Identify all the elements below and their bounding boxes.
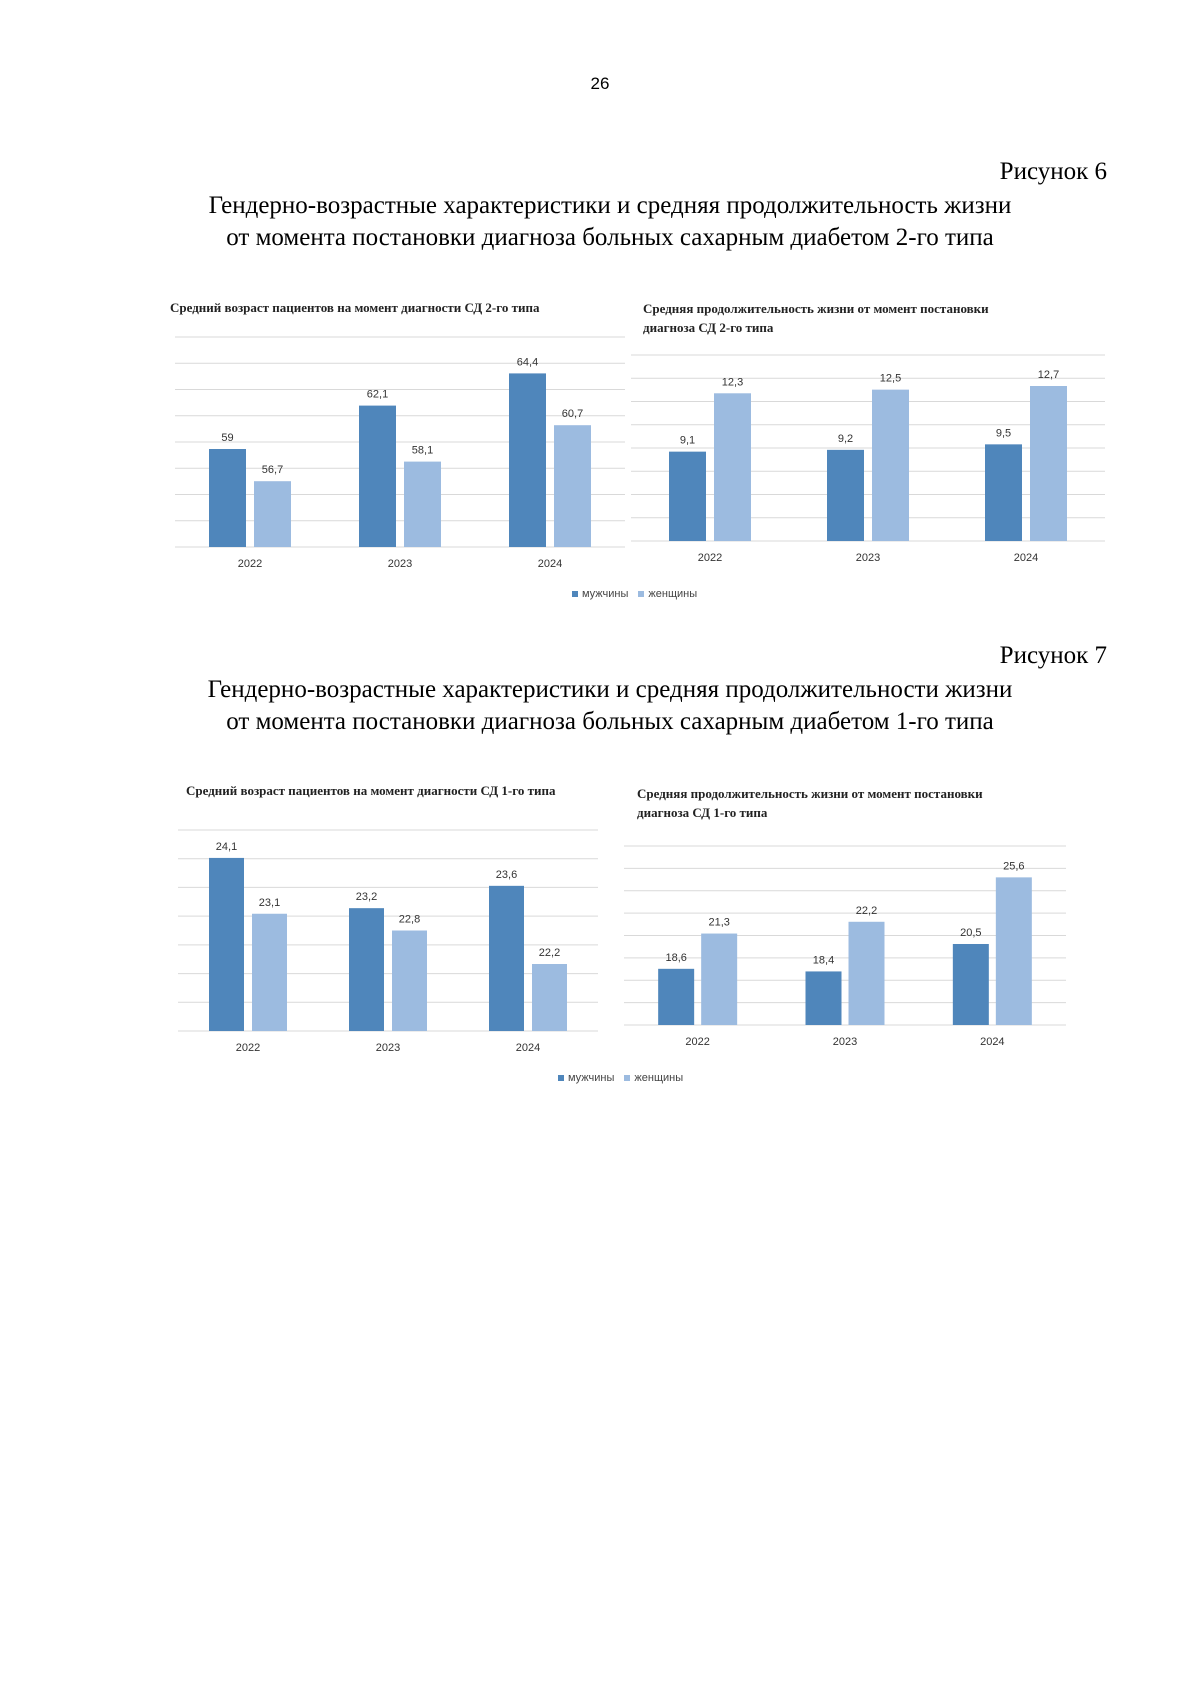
bar-men-2023 — [349, 908, 384, 1031]
data-label: 12,5 — [879, 372, 902, 385]
figure-6-legend — [572, 588, 697, 600]
x-tick-label: 2024 — [1013, 552, 1039, 564]
bar-men-2024 — [985, 444, 1022, 541]
data-label: 58,1 — [411, 444, 434, 457]
legend-label-women: женщины — [648, 588, 698, 600]
page-number: 26 — [590, 74, 610, 93]
data-label: 22,8 — [398, 913, 421, 926]
data-label: 23,2 — [355, 891, 378, 904]
bar-men-2023 — [827, 450, 864, 541]
chart-age-diagnosis-type1 — [178, 780, 618, 1060]
chart-age-diagnosis-type2 — [170, 295, 628, 580]
figure-7-caption — [150, 674, 1070, 738]
bar-women-2023 — [872, 390, 909, 541]
bar-men-2023 — [806, 971, 842, 1025]
legend-swatch-men — [558, 1075, 564, 1081]
chart-lifespan-type1 — [618, 780, 1068, 1060]
x-tick-label: 2023 — [832, 1036, 858, 1048]
bar-women-2024 — [1030, 386, 1067, 541]
data-label: 12,3 — [721, 376, 744, 389]
legend-label-men: мужчины — [582, 588, 629, 600]
chart-lifespan-type2 — [628, 295, 1106, 580]
bar-women-2022 — [714, 393, 751, 541]
bar-men-2024 — [509, 373, 546, 547]
bar-women-2023 — [849, 922, 885, 1025]
bar-men-2023 — [359, 406, 396, 547]
x-tick-label: 2022 — [685, 1036, 710, 1048]
legend-swatch-women — [624, 1075, 630, 1081]
data-label: 62,1 — [366, 388, 389, 401]
data-label: 25,6 — [1003, 860, 1025, 873]
bar-women-2024 — [554, 425, 591, 547]
bar-women-2022 — [701, 934, 737, 1025]
figure-7-caption-line2: от момента постановки диагноза больных сахарным диабетом 1-го типа — [226, 708, 994, 735]
chart-title: Средняя продолжительность жизни от момент постановки — [643, 301, 989, 316]
data-label: 60,7 — [561, 408, 584, 421]
data-label: 23,1 — [258, 896, 281, 909]
bar-men-2022 — [209, 449, 246, 547]
data-label: 21,3 — [708, 916, 730, 929]
data-label: 12,7 — [1037, 369, 1060, 381]
legend-women — [638, 588, 697, 600]
legend-swatch-men — [572, 591, 578, 597]
x-tick-label: 2022 — [697, 552, 723, 564]
bar-women-2022 — [254, 481, 291, 547]
data-label: 64,4 — [516, 356, 539, 369]
figure-7-label: Рисунок 7 — [999, 642, 1107, 669]
bar-men-2024 — [489, 886, 524, 1031]
chart-title: Средний возраст пациентов на момент диагности СД 2-го типа — [170, 300, 540, 315]
bar-women-2022 — [252, 914, 287, 1031]
figure-7-caption-line1: Гендерно-возрастные характеристики и средняя продолжительности жизни — [207, 676, 1013, 703]
data-label: 23,6 — [495, 868, 518, 881]
x-tick-label: 2022 — [235, 1042, 261, 1054]
data-label: 24,1 — [215, 840, 238, 853]
x-tick-label: 2024 — [515, 1042, 541, 1054]
bar-men-2022 — [658, 969, 694, 1025]
x-tick-label: 2023 — [387, 558, 413, 570]
legend-swatch-women — [638, 591, 644, 597]
figure-6-label: Рисунок 6 — [999, 158, 1107, 185]
data-label: 9,1 — [679, 434, 696, 447]
figure-7-legend — [558, 1072, 683, 1084]
data-label: 9,2 — [837, 432, 854, 445]
x-tick-label: 2024 — [537, 558, 563, 570]
data-label: 22,2 — [855, 904, 878, 917]
legend-men — [558, 1072, 614, 1084]
bar-men-2022 — [669, 452, 706, 541]
bar-men-2024 — [953, 944, 989, 1025]
chart-title: Средняя продолжительность жизни от момент постановки — [637, 786, 983, 801]
chart-title: диагноза СД 1-го типа — [637, 805, 768, 820]
chart-title: Средний возраст пациентов на момент диагности СД 1-го типа — [186, 783, 556, 798]
legend-women — [624, 1072, 683, 1084]
data-label: 20,5 — [960, 926, 982, 939]
bar-women-2023 — [392, 931, 427, 1032]
legend-label-women: женщины — [634, 1072, 684, 1084]
x-tick-label: 2022 — [237, 558, 263, 570]
figure-6-caption-line1: Гендерно-возрастные характеристики и средняя продолжительность жизни — [208, 192, 1012, 219]
data-label: 22,2 — [538, 947, 561, 959]
legend-label-men: мужчины — [568, 1072, 615, 1084]
figure-6-caption-line2: от момента постановки диагноза больных сахарным диабетом 2-го типа — [226, 224, 994, 251]
x-tick-label: 2023 — [375, 1042, 401, 1054]
bar-women-2024 — [532, 964, 567, 1031]
data-label: 9,5 — [995, 427, 1012, 440]
x-tick-label: 2024 — [980, 1036, 1005, 1048]
data-label: 56,7 — [261, 464, 284, 477]
chart-title: диагноза СД 2-го типа — [643, 320, 774, 335]
bar-women-2023 — [404, 462, 441, 547]
figure-6-caption — [150, 190, 1070, 254]
bar-women-2024 — [996, 877, 1032, 1025]
legend-men — [572, 588, 628, 600]
bar-men-2022 — [209, 858, 244, 1031]
x-tick-label: 2023 — [855, 552, 881, 564]
data-label: 18,6 — [665, 951, 687, 964]
data-label: 18,4 — [812, 954, 835, 967]
data-label: 59 — [221, 432, 234, 444]
